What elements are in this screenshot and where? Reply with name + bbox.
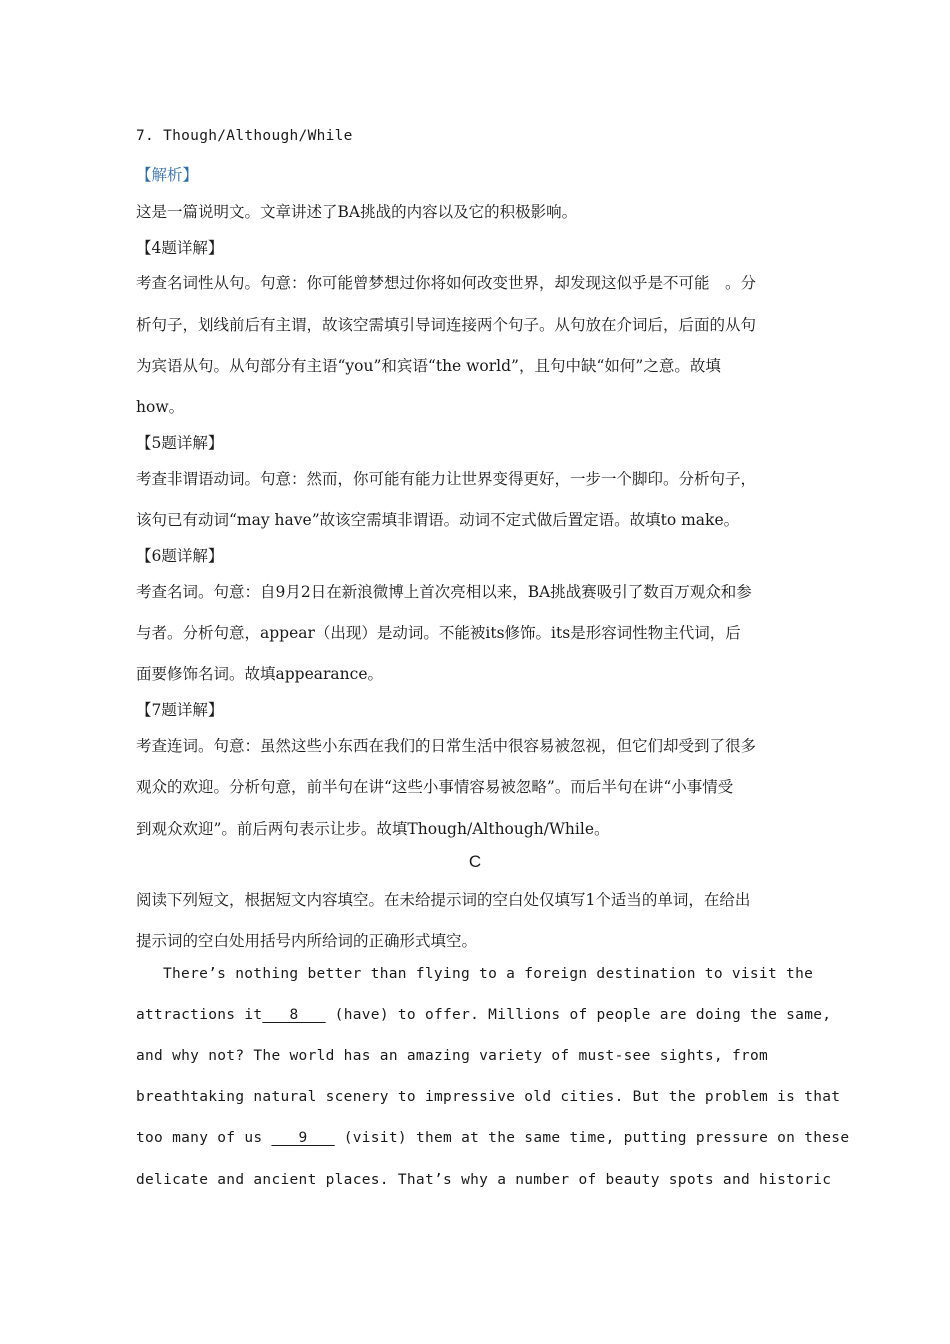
section-text-line: 析句子，划线前后有主谓，故该空需填引导词连接两个句子。从句放在介词后，后面的从句: [136, 316, 757, 334]
passage-text: (visit) them at the same time, putting pressure on these: [334, 1130, 850, 1146]
answer-line: 7. Though/Although/While: [136, 128, 353, 144]
blank-8: ___8___: [262, 1007, 326, 1023]
instructions-line: 提示词的空白处用括号内所给词的正确形式填空。: [136, 932, 478, 950]
section-text-line: 考查非谓语动词。句意：然而，你可能有能力让世界变得更好，一步一个脚印。分析句子，: [136, 470, 757, 488]
passage-line: delicate and ancient places. That’s why a number of beauty spots and historic: [136, 1172, 832, 1188]
section-text-line: 面要修饰名词。故填appearance。: [136, 665, 383, 683]
part-label: C: [468, 852, 482, 871]
passage-line: and why not? The world has an amazing variety of must-see sights, from: [136, 1048, 769, 1064]
summary-text: 这是一篇说明文。文章讲述了BA挑战的内容以及它的积极影响。: [136, 203, 578, 221]
section-text-line: how。: [136, 398, 185, 416]
passage-line: breathtaking natural scenery to impressive old cities. But the problem is that: [136, 1089, 841, 1105]
passage-text: (have) to offer. Millions of people are doing the same,: [325, 1007, 832, 1023]
section-heading: 【6题详解】: [136, 547, 224, 565]
section-text-line: 考查名词性从句。句意：你可能曾梦想过你将如何改变世界，却发现这似乎是不可能 。分: [136, 274, 757, 292]
section-text-line: 与者。分析句意，appear（出现）是动词。不能被its修饰。its是形容词性物主代词，后: [136, 624, 741, 642]
passage-text: too many of us: [136, 1130, 272, 1146]
section-text-line: 考查连词。句意：虽然这些小东西在我们的日常生活中很容易被忽视，但它们却受到了很多: [136, 737, 757, 755]
section-text-line: 该句已有动词“may have”故该空需填非谓语。动词不定式做后置定语。故填to make。: [136, 511, 740, 529]
section-heading: 【4题详解】: [136, 239, 224, 257]
passage-line: There’s nothing better than flying to a foreign destination to visit the: [163, 966, 814, 982]
instructions-line: 阅读下列短文，根据短文内容填空。在未给提示词的空白处仅填写1个适当的单词，在给出: [136, 891, 751, 909]
section-text-line: 为宾语从句。从句部分有主语“you”和宾语“the world”，且句中缺“如何”之意。故填: [136, 357, 721, 375]
passage-line: [136, 1130, 849, 1146]
section-heading: 【5题详解】: [136, 434, 224, 452]
section-text-line: 到观众欢迎”。前后两句表示让步。故填Though/Although/While。: [136, 820, 610, 838]
section-heading: 【7题详解】: [136, 701, 224, 719]
blank-9: ___9___: [271, 1130, 335, 1146]
passage-line: [136, 1007, 831, 1023]
section-text-line: 考查名词。句意：自9月2日在新浪微博上首次亮相以来，BA挑战赛吸引了数百万观众和参: [136, 583, 752, 601]
section-text-line: 观众的欢迎。分析句意，前半句在讲“这些小事情容易被忽略”。而后半句在讲“小事情受: [136, 778, 734, 796]
analysis-label: 【解析】: [136, 166, 199, 184]
passage-text: attractions it: [136, 1007, 263, 1023]
